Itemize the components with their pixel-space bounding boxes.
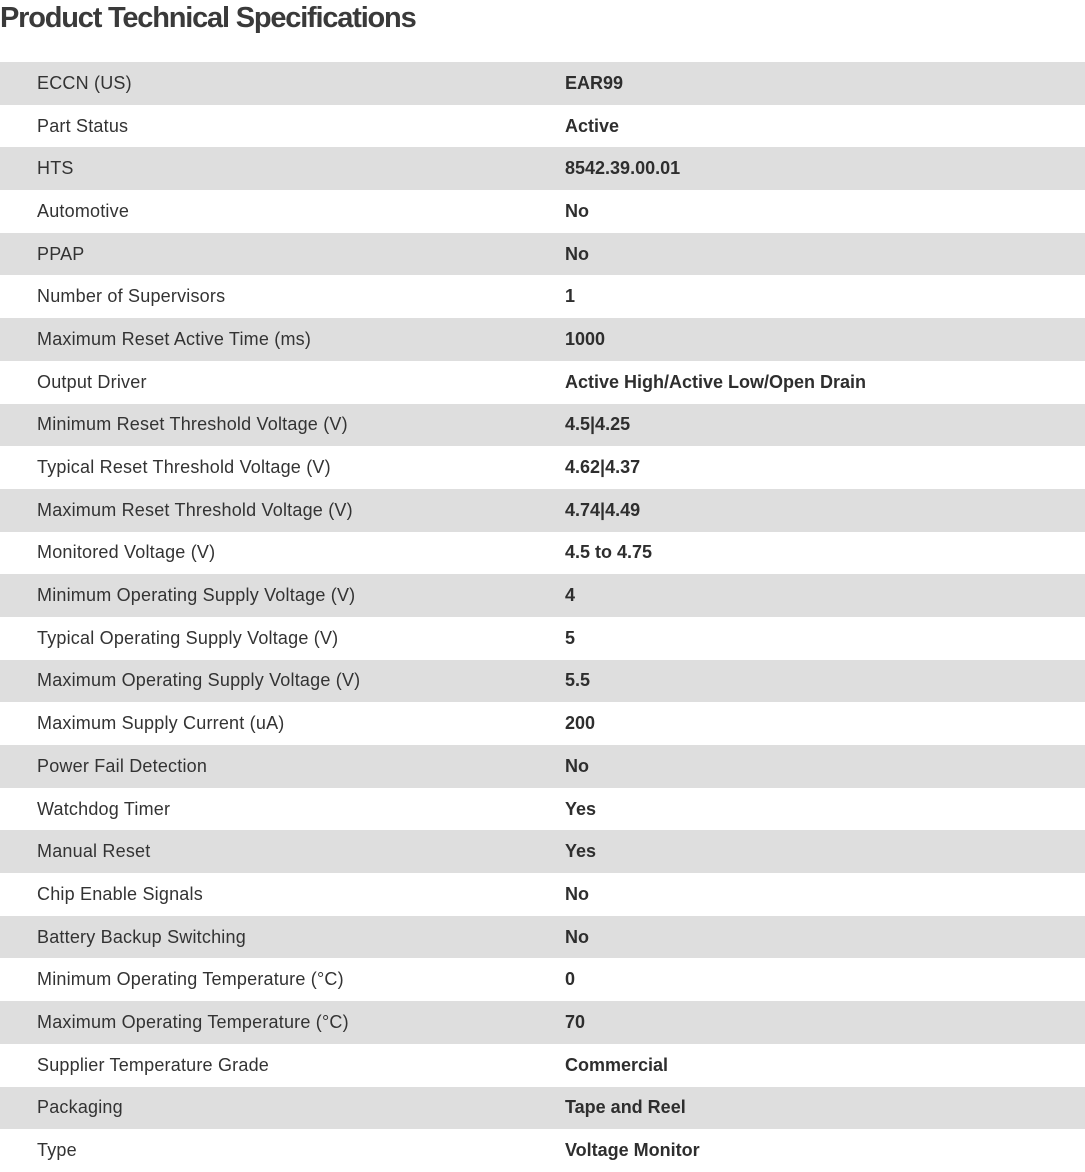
- spec-row: [0, 1087, 1085, 1130]
- spec-value: 4: [565, 585, 576, 606]
- spec-label: Typical Operating Supply Voltage (V): [37, 627, 339, 648]
- spec-value: EAR99: [565, 72, 624, 93]
- spec-value: Commercial: [565, 1054, 669, 1075]
- spec-value: Active High/Active Low/Open Drain: [565, 371, 867, 392]
- spec-row: [0, 617, 1085, 660]
- spec-label: ECCN (US): [37, 72, 132, 93]
- spec-row: [0, 745, 1085, 788]
- spec-value: 8542.39.00.01: [565, 158, 681, 179]
- spec-value: 4.74|4.49: [565, 499, 641, 520]
- spec-value: No: [565, 755, 589, 776]
- spec-row: [0, 1044, 1085, 1087]
- spec-value: 200: [565, 713, 596, 734]
- spec-label: Minimum Reset Threshold Voltage (V): [37, 414, 348, 435]
- spec-label: Part Status: [37, 115, 129, 136]
- spec-value: 4.62|4.37: [565, 457, 641, 478]
- spec-label: Maximum Operating Supply Voltage (V): [37, 670, 361, 691]
- spec-row: [0, 873, 1085, 916]
- spec-label: Chip Enable Signals: [37, 883, 203, 904]
- spec-row: [0, 1001, 1085, 1044]
- spec-value: 0: [565, 969, 576, 990]
- spec-value: 5: [565, 627, 576, 648]
- spec-label: Supplier Temperature Grade: [37, 1054, 269, 1075]
- spec-row: [0, 830, 1085, 873]
- spec-row: [0, 233, 1085, 276]
- spec-row: [0, 105, 1085, 148]
- spec-label: Automotive: [37, 200, 130, 221]
- spec-label: Number of Supervisors: [37, 286, 226, 307]
- spec-label: Output Driver: [37, 371, 147, 392]
- spec-value: 1: [565, 286, 576, 307]
- spec-label: PPAP: [37, 243, 85, 264]
- spec-value: 5.5: [565, 670, 591, 691]
- spec-row: [0, 446, 1085, 489]
- spec-label: Typical Reset Threshold Voltage (V): [37, 457, 331, 478]
- spec-row: [0, 574, 1085, 617]
- spec-row: [0, 62, 1085, 105]
- spec-row: [0, 916, 1085, 959]
- spec-label: Battery Backup Switching: [37, 926, 246, 947]
- spec-row: [0, 147, 1085, 190]
- spec-label: Maximum Reset Active Time (ms): [37, 328, 312, 349]
- spec-label: Minimum Operating Supply Voltage (V): [37, 585, 356, 606]
- spec-label: Maximum Reset Threshold Voltage (V): [37, 499, 353, 520]
- spec-row: [0, 958, 1085, 1001]
- page-title: Product Technical Specifications: [0, 2, 416, 34]
- spec-row: [0, 1129, 1085, 1172]
- spec-row: [0, 404, 1085, 447]
- spec-value: 1000: [565, 328, 606, 349]
- spec-row: [0, 318, 1085, 361]
- spec-label: Manual Reset: [37, 841, 151, 862]
- spec-label: HTS: [37, 158, 74, 179]
- spec-value: Tape and Reel: [565, 1097, 686, 1118]
- spec-value: 4.5|4.25: [565, 414, 631, 435]
- spec-label: Type: [37, 1140, 77, 1161]
- spec-row: [0, 702, 1085, 745]
- spec-label: Maximum Supply Current (uA): [37, 713, 285, 734]
- spec-value: No: [565, 200, 589, 221]
- spec-row: [0, 361, 1085, 404]
- spec-label: Power Fail Detection: [37, 755, 208, 776]
- spec-table: [0, 62, 1085, 1172]
- spec-row: [0, 532, 1085, 575]
- spec-value: Active: [565, 115, 620, 136]
- spec-row: [0, 788, 1085, 831]
- spec-value: Yes: [565, 798, 597, 819]
- spec-value: 4.5 to 4.75: [565, 542, 653, 563]
- spec-label: Minimum Operating Temperature (°C): [37, 969, 344, 990]
- spec-value: No: [565, 926, 589, 947]
- spec-value: Voltage Monitor: [565, 1140, 700, 1161]
- spec-row: [0, 660, 1085, 703]
- spec-label: Watchdog Timer: [37, 798, 171, 819]
- spec-value: 70: [565, 1011, 586, 1032]
- spec-row: [0, 190, 1085, 233]
- spec-row: [0, 275, 1085, 318]
- spec-label: Maximum Operating Temperature (°C): [37, 1011, 349, 1032]
- spec-label: Packaging: [37, 1097, 123, 1118]
- spec-row: [0, 489, 1085, 532]
- spec-label: Monitored Voltage (V): [37, 542, 216, 563]
- spec-value: No: [565, 883, 589, 904]
- spec-value: No: [565, 243, 589, 264]
- spec-value: Yes: [565, 841, 597, 862]
